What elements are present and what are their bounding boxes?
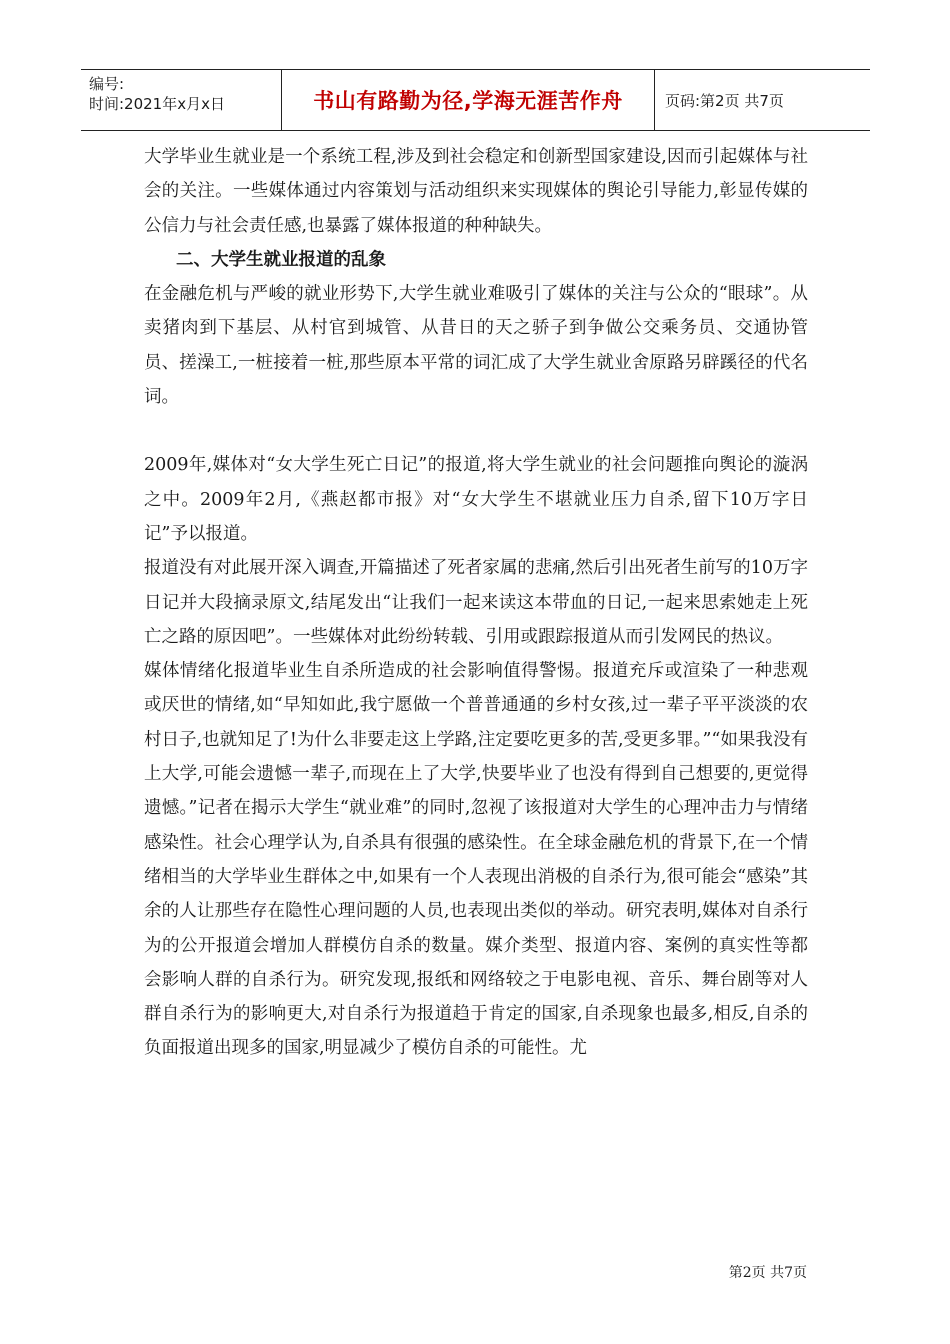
paragraph-situation: 在金融危机与严峻的就业形势下,大学生就业难吸引了媒体的关注与公众的“眼球”。从卖猪肉到下基层、从村官到城管、从昔日的天之骄子到争做公交乘务员、交通协管员、搓澡工,一桩接着一桩,那些原本平常的词汇成了大学生就业舍原路另辟蹊径的代名词。 <box>144 284 808 408</box>
page-header <box>81 69 870 131</box>
paragraph-gap <box>144 414 808 448</box>
paragraph-emotional-reporting: 媒体情绪化报道毕业生自杀所造成的社会影响值得警惕。报道充斥或渲染了一种悲观或厌世的情绪,如“早知如此,我宁愿做一个普普通通的乡村女孩,过一辈子平平淡淡的农村日子,也就知足了!为什么非要走这上学路,注定要吃更多的苦,受更多罪。”“如果我没有上大学,可能会遗憾一辈子,而现在上了大学,快要毕业了也没有得到自己想要的,更觉得遗憾。”记者在揭示大学生“就业难”的同时,忽视了该报道对大学生的心理冲击力与情绪感染性。社会心理学认为,自杀具有很强的感染性。在全球金融危机的背景下,在一个情绪相当的大学毕业生群体之中,如果有一个人表现出消极的自杀行为,很可能会“感染”其余的人让那些存在隐性心理问题的人员,也表现出类似的举动。研究表明,媒体对自杀行为的公开报道会增加人群模仿自杀的数量。媒介类型、报道内容、案例的真实性等都会影响人群的自杀行为。研究发现,报纸和网络较之于电影电视、音乐、舞台剧等对人群自杀行为的影响更大,对自杀行为报道趋于肯定的国家,自杀现象也最多,相反,自杀的负面报道出现多的国家,明显减少了模仿自杀的可能性。尤 <box>144 661 808 1059</box>
paragraph-2009-report: 2009年,媒体对“女大学生死亡日记”的报道,将大学生就业的社会问题推向舆论的漩涡之中。2009年2月,《燕赵都市报》对“女大学生不堪就业压力自杀,留下10万字日记”予以报道。 <box>144 455 808 544</box>
section-heading: 二、大学生就业报道的乱象 <box>176 249 386 270</box>
document-body <box>144 140 808 1066</box>
header-meta <box>81 70 282 130</box>
paragraph-report-critique: 报道没有对此展开深入调查,开篇描述了死者家属的悲痛,然后引出死者生前写的10万字日记并大段摘录原文,结尾发出“让我们一起来读这本带血的日记,一起来思索她走上死亡之路的原因吧”。一些媒体对此纷纷转载、引用或跟踪报道从而引发网民的热议。 <box>144 558 808 647</box>
time-label: 时间:2021年x月x日 <box>89 95 225 113</box>
page-footer: 第2页 共7页 <box>728 1265 807 1281</box>
paragraph-intro: 大学毕业生就业是一个系统工程,涉及到社会稳定和创新型国家建设,因而引起媒体与社会的关注。一些媒体通过内容策划与活动组织来实现媒体的舆论引导能力,彰显传媒的公信力与社会责任感,也暴露了媒体报道的种种缺失。 <box>144 147 808 236</box>
header-motto: 书山有路勤为径,学海无涯苦作舟 <box>282 70 655 130</box>
number-label: 编号: <box>89 75 125 93</box>
header-page-code: 页码:第2页 共7页 <box>665 91 784 110</box>
